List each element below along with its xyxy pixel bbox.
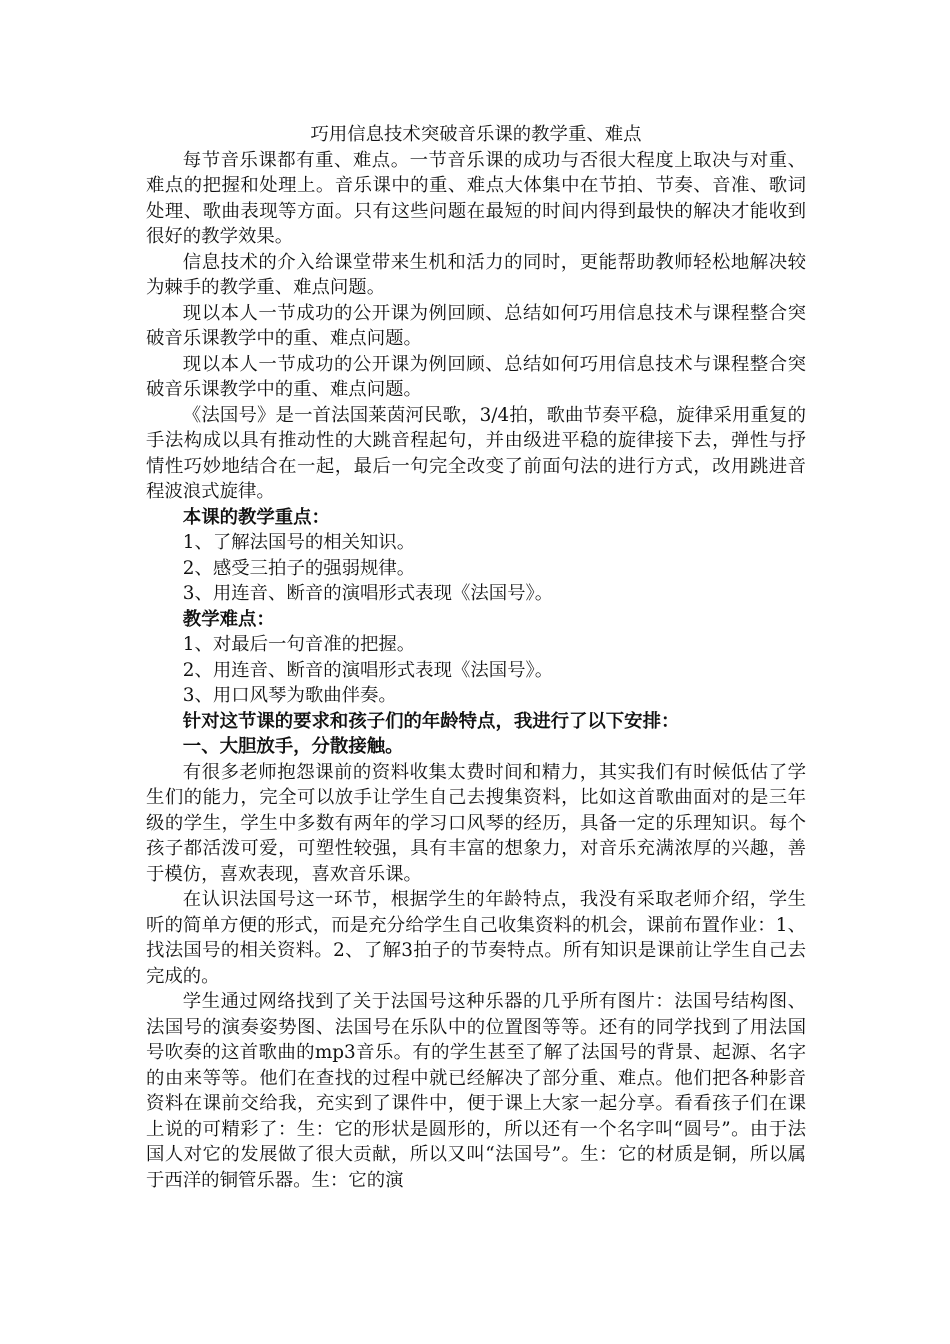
song-description-paragraph: 《法国号》是一首法国莱茵河民歌，3/4拍，歌曲节奏平稳，旋律采用重复的手法构成以具有推动性的大跳音程起句，并由级进平稳的旋律接下去，弹性与抒情性巧妙地结合在一起，最后一句完全改变了前面句法的进行方式，改用跳进音程波浪式旋律。 xyxy=(146,404,806,502)
key-point-item: 3、用连音、断音的演唱形式表现《法国号》。 xyxy=(182,583,554,604)
body-paragraph: 有很多老师抱怨课前的资料收集太费时间和精力，其实我们有时候低估了学生们的能力，完全可以放手让学生自己去搜集资料，比如这首歌曲面对的是三年级的学生，学生中多数有两年的学习口风琴的经历，具备一定的乐理知识。每个孩子都活泼可爱，可塑性较强，具有丰富的想象力，对音乐充满浓厚的兴趣，善于模仿，喜欢表现，喜欢音乐课。 xyxy=(146,761,806,885)
key-point-item: 1、了解法国号的相关知识。 xyxy=(182,532,416,553)
difficult-point-item: 3、用口风琴为歌曲伴奏。 xyxy=(182,685,397,706)
body-paragraph: 在认识法国号这一环节，根据学生的年龄特点，我没有采取老师介绍，学生听的简单方便的形式，而是充分给学生自己收集资料的机会，课前布置作业：1、找法国号的相关资料。2、了解3拍子的节奏特点。所有知识是课前让学生自己去完成的。 xyxy=(146,889,806,987)
body-paragraph: 学生通过网络找到了关于法国号这种乐器的几乎所有图片：法国号结构图、法国号的演奏姿势图、法国号在乐队中的位置图等等。还有的同学找到了用法国号吹奏的这首歌曲的mp3音乐。有的学生甚至了解了法国号的背景、起源、名字的由来等等。他们在查找的过程中就已经解决了部分重、难点。他们把各种影音资料在课前交给我，充实到了课件中，便于课上大家一起分享。看看孩子们在课上说的可精彩了：生：它的形状是圆形的，所以还有一个名字叫“圆号”。由于法国人对它的发展做了很大贡献，所以又叫“法国号”。生：它的材质是铜，所以属于西洋的铜管乐器。生：它的演 xyxy=(146,991,806,1191)
difficult-point-item: 2、用连音、断音的演唱形式表现《法国号》。 xyxy=(182,659,554,681)
difficult-point-item: 1、对最后一句音准的把握。 xyxy=(182,634,416,655)
document-body xyxy=(146,122,806,1193)
key-points-heading: 本课的教学重点： xyxy=(182,506,330,528)
intro-paragraph: 信息技术的介入给课堂带来生机和活力的同时，更能帮助教师轻松地解决较为棘手的教学重、难点问题。 xyxy=(146,251,806,298)
arrangement-heading: 针对这节课的要求和孩子们的年龄特点，我进行了以下安排： xyxy=(182,710,680,732)
document-title: 巧用信息技术突破音乐课的教学重、难点 xyxy=(310,124,642,145)
intro-paragraph: 每节音乐课都有重、难点。一节音乐课的成功与否很大程度上取决与对重、难点的把握和处理上。音乐课中的重、难点大体集中在节拍、节奏、音准、歌词处理、歌曲表现等方面。只有这些问题在最短的时间内得到最快的解决才能收到很好的教学效果。 xyxy=(146,149,806,247)
intro-paragraph: 现以本人一节成功的公开课为例回顾、总结如何巧用信息技术与课程整合突破音乐课教学中的重、难点问题。 xyxy=(146,302,806,349)
section-heading: 一、大胆放手，分散接触。 xyxy=(182,736,404,757)
key-point-item: 2、感受三拍子的强弱规律。 xyxy=(182,557,416,579)
intro-paragraph: 现以本人一节成功的公开课为例回顾、总结如何巧用信息技术与课程整合突破音乐课教学中的重、难点问题。 xyxy=(146,353,806,400)
difficult-points-heading: 教学难点： xyxy=(182,608,275,630)
